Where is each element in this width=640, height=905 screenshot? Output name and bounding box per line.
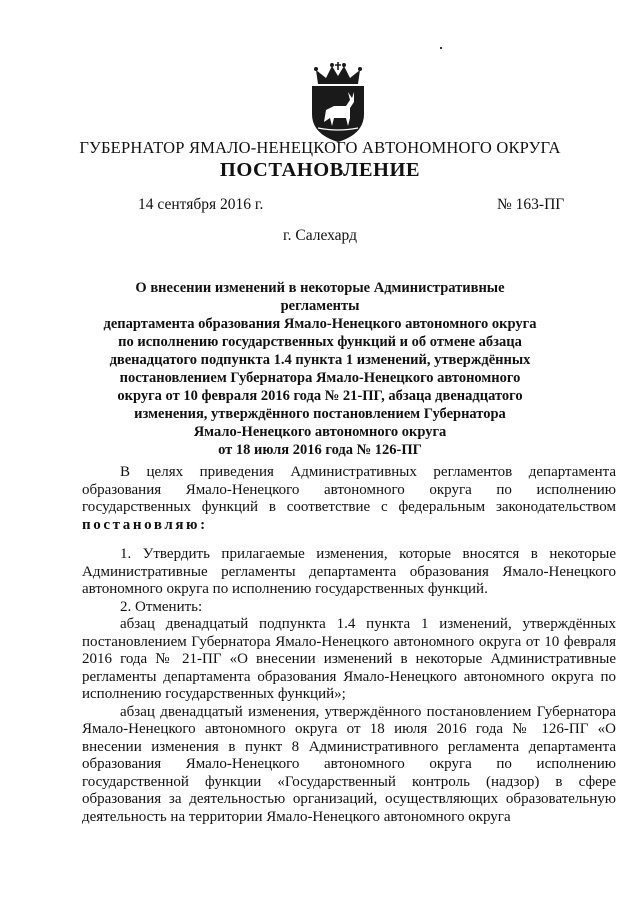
title-line: О внесении изменений в некоторые Административные регламенты (135, 280, 505, 314)
issuing-authority: ГУБЕРНАТОР ЯМАЛО-НЕНЕЦКОГО АВТОНОМНОГО ОКРУГА (79, 138, 561, 157)
coat-of-arms-icon (304, 62, 372, 144)
title-line: постановлением Губернатора Ямало-Ненецкого автономного (119, 370, 521, 386)
title-line: по исполнению государственных функций и об отмене абзаца (118, 334, 522, 350)
document-number: № 163-ПГ (497, 196, 565, 213)
preamble-paragraph (82, 464, 616, 534)
title-line: департамента образования Ямало-Ненецкого автономного округа (103, 316, 537, 332)
title-line: Ямало-Ненецкого автономного округа (193, 424, 447, 440)
decree-word: постановляю: (82, 516, 208, 533)
document-date: 14 сентября 2016 г. (138, 196, 264, 213)
document-body (82, 464, 616, 826)
scan-speck (440, 47, 442, 49)
item-2-paragraph: 2. Отменить: (120, 598, 203, 615)
document-city: г. Салехард (283, 227, 357, 244)
item-2b-paragraph: абзац двенадцатый изменения, утверждённого постановлением Губернатора Ямало-Ненецкого автономного округа от 18 июля 2016 года № 126-ПГ «О внесении изменения в пункт 8 Административного регламента департамента образования Ямало-Ненецкого автономного округа по исполнению государственной функции «Государственный контроль (надзор) в сфере образования за деятельностью организаций, осуществляющих образовательную деятельность на территории Ямало-Ненецкого автономного округа (82, 703, 616, 825)
title-line: изменения, утверждённого постановлением Губернатора (134, 406, 506, 422)
item-2a-paragraph: абзац двенадцатый подпункта 1.4 пункта 1 изменений, утверждённых постановлением Губернатора Ямало-Ненецкого автономного округа от 10 февраля 2016 года № 21-ПГ «О внесении изменений в некоторые Административные регламенты департамента образования Ямало-Ненецкого автономного округа по исполнению государственных функций»; (82, 616, 616, 702)
title-line: двенадцатого подпункта 1.4 пункта 1 изменений, утверждённых (109, 352, 531, 368)
document-title (100, 279, 540, 459)
preamble-text: В целях приведения Административных регламентов департамента образования Ямало-Ненецкого автономного округа по исполнению государственных функций в соответствие с федеральным законодательством (82, 464, 616, 515)
document-type: ПОСТАНОВЛЕНИЕ (219, 159, 421, 181)
title-line: округа от 10 февраля 2016 года № 21-ПГ, абзаца двенадцатого (117, 388, 523, 404)
title-line: от 18 июля 2016 года № 126-ПГ (218, 442, 422, 458)
item-1-paragraph: 1. Утвердить прилагаемые изменения, которые вносятся в некоторые Административные регламенты департамента образования Ямало-Ненецкого автономного округа по исполнению государственных функций. (82, 546, 616, 597)
